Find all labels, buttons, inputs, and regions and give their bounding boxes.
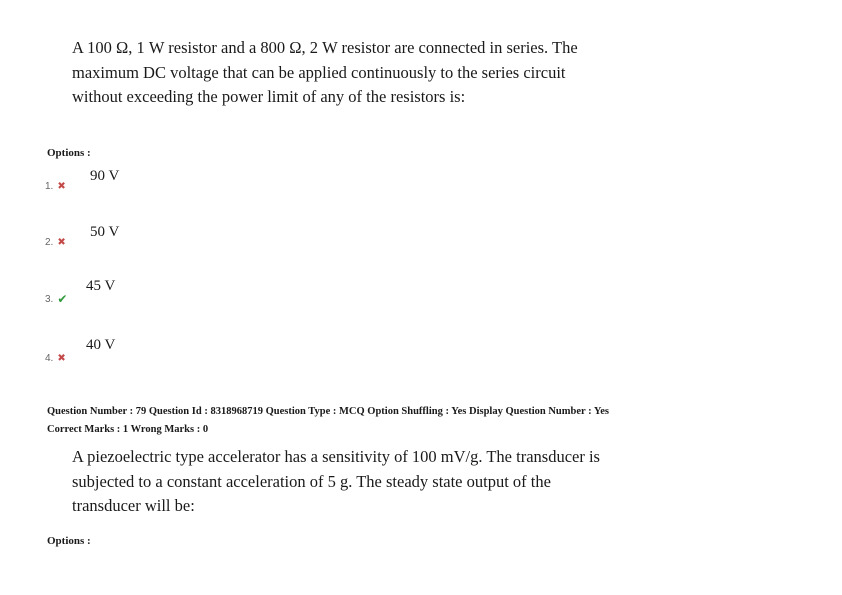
option-1-text: 90 V <box>90 168 120 184</box>
cross-icon: ✖ <box>57 181 66 192</box>
question-2-meta: Question Number : 79 Question Id : 8318968719 Question Type : MCQ Option Shuffling : Yes Display Question Number : Yes <box>47 406 610 417</box>
option-number-label: 4. <box>45 353 54 364</box>
question-2-marks: Correct Marks : 1 Wrong Marks : 0 <box>47 424 209 435</box>
cross-icon: ✖ <box>57 237 66 248</box>
question-1-text: A 100 Ω, 1 W resistor and a 800 Ω, 2 W resistor are connected in series. The maximum DC voltage that can be applied continuously to the series circuit without exceeding the power limit of any of the resistors is: <box>72 38 578 106</box>
option-3-text: 45 V <box>86 278 116 294</box>
question-2-text: A piezoelectric type accelerator has a sensitivity of 100 mV/g. The transducer is subjected to a constant acceleration of 5 g. The steady state output of the transducer will be: <box>72 447 600 515</box>
check-icon: ✔ <box>57 292 68 306</box>
option-1-number <box>45 181 66 192</box>
option-4-text: 40 V <box>86 337 116 353</box>
option-2-text: 50 V <box>90 224 120 240</box>
option-2-number <box>45 237 66 248</box>
options-label: Options : <box>47 147 91 159</box>
option-number-label: 1. <box>45 181 54 192</box>
option-number-label: 3. <box>45 293 54 305</box>
option-number-label: 2. <box>45 237 54 248</box>
option-4-number <box>45 353 66 364</box>
option-3-number <box>45 292 67 306</box>
options-label: Options : <box>47 535 91 547</box>
cross-icon: ✖ <box>57 353 66 364</box>
